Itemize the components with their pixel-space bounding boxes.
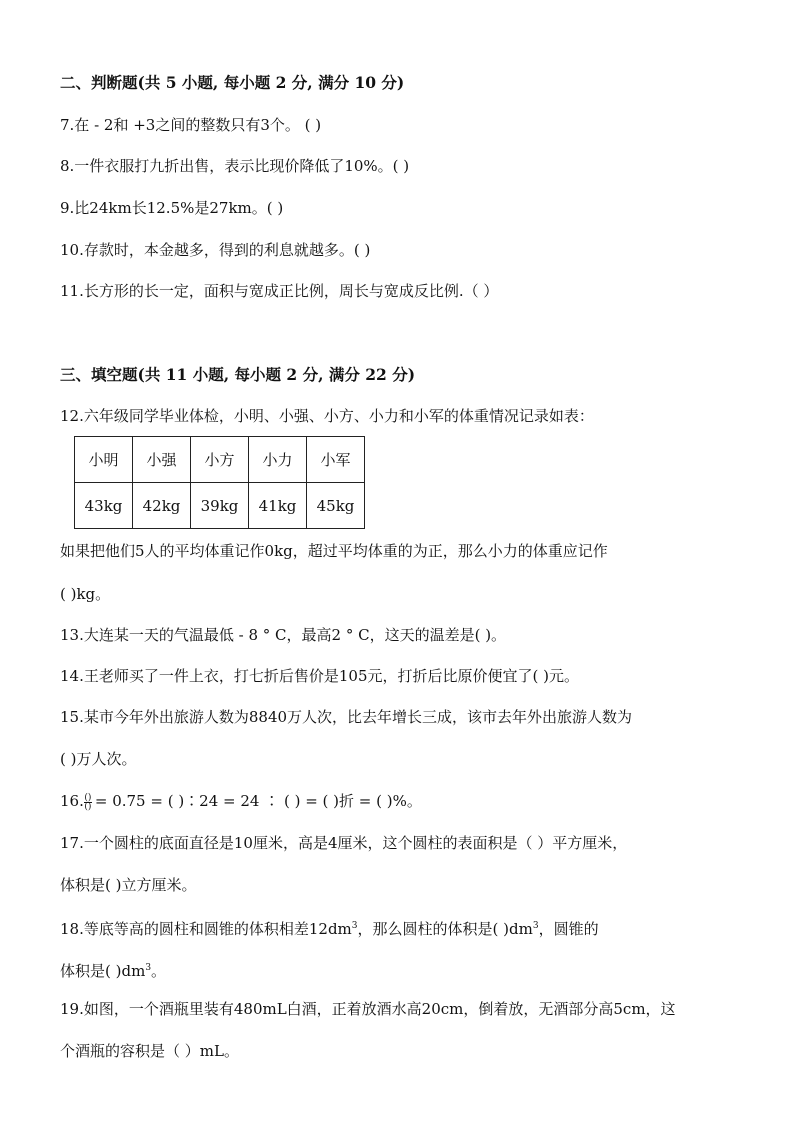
superscript-3: 3: [351, 921, 358, 931]
section-3-heading: 三、填空题(共 11 小题, 每小题 2 分, 满分 22 分): [60, 365, 416, 384]
question-12-line-2: 如果把他们5人的平均体重记作0kg，超过平均体重的为正，那么小力的体重应记作: [60, 542, 608, 560]
question-12-line-3: ( )kg。: [60, 585, 111, 603]
question-9: 9.比24km长12.5%是27km。( ): [60, 199, 284, 217]
question-14: 14.王老师买了一件上衣，打七折后售价是105元，打折后比原价便宜了( )元。: [60, 667, 579, 685]
question-15: 15.某市今年外出旅游人数为8840万人次，比去年增长三成，该市去年外出旅游人数为: [60, 708, 633, 726]
section-2-heading: 二、判断题(共 5 小题, 每小题 2 分, 满分 10 分): [60, 73, 405, 92]
table-cell-name: 小方: [191, 437, 249, 483]
superscript-3: 3: [532, 921, 539, 931]
question-16-number: 16.: [60, 792, 84, 810]
question-18-line-2-a: 体积是( )dm: [60, 962, 146, 980]
question-17-line-2: 体积是( )立方厘米。: [60, 876, 197, 894]
question-16-rest: = 0.75 = ( )∶24 = 24 ∶ ( ) = ( )折 = ( )%。: [94, 792, 422, 810]
question-18-part-b: ，那么圆柱的体积是( )dm: [357, 920, 533, 938]
question-15-line-2: ( )万人次。: [60, 750, 137, 768]
table-cell-name: 小军: [307, 437, 365, 483]
weight-table: [74, 436, 365, 529]
question-11: 11.长方形的长一定，面积与宽成正比例，周长与宽成反比例.（ ）: [60, 282, 499, 300]
table-cell-weight: 41kg: [249, 483, 307, 529]
question-10: 10.存款时，本金越多，得到的利息就越多。( ): [60, 241, 371, 259]
question-8: 8.一件衣服打九折出售，表示比现价降低了10%。( ): [60, 157, 410, 175]
table-cell-weight: 45kg: [307, 483, 365, 529]
blank-fraction: [84, 794, 92, 811]
table-cell-weight: 39kg: [191, 483, 249, 529]
table-cell-weight: 42kg: [133, 483, 191, 529]
question-17: 17.一个圆柱的底面直径是10厘米，高是4厘米，这个圆柱的表面积是（ ）平方厘米，: [60, 834, 628, 852]
fraction-numerator: (): [84, 792, 92, 803]
question-18-line-2-b: 。: [151, 962, 167, 980]
table-cell-name: 小明: [75, 437, 133, 483]
table-cell-name: 小强: [133, 437, 191, 483]
fraction-denominator: (): [84, 801, 92, 812]
table-row-weights: [75, 483, 365, 529]
question-16: [60, 790, 422, 812]
question-12: 12.六年级同学毕业体检，小明、小强、小方、小力和小军的体重情况记录如表：: [60, 407, 594, 425]
question-18-line-2: [60, 957, 166, 982]
question-18-part-a: 18.等底等高的圆柱和圆锥的体积相差12dm: [60, 920, 352, 938]
question-13: 13.大连某一天的气温最低 - 8 ° C，最高2 ° C，这天的温差是( )。: [60, 626, 507, 644]
question-19-line-2: 个酒瓶的容积是（ ）mL。: [60, 1042, 239, 1060]
question-7: 7.在 - 2和 +3之间的整数只有3个。 ( ): [60, 116, 322, 134]
table-row-names: [75, 437, 365, 483]
question-18: [60, 915, 599, 940]
table-cell-name: 小力: [249, 437, 307, 483]
question-18-part-c: ，圆锥的: [538, 920, 599, 938]
table-cell-weight: 43kg: [75, 483, 133, 529]
question-19: 19.如图，一个酒瓶里装有480mL白酒，正着放酒水高20cm，倒着放，无酒部分高5cm，这: [60, 1000, 676, 1018]
superscript-3: 3: [145, 963, 152, 973]
